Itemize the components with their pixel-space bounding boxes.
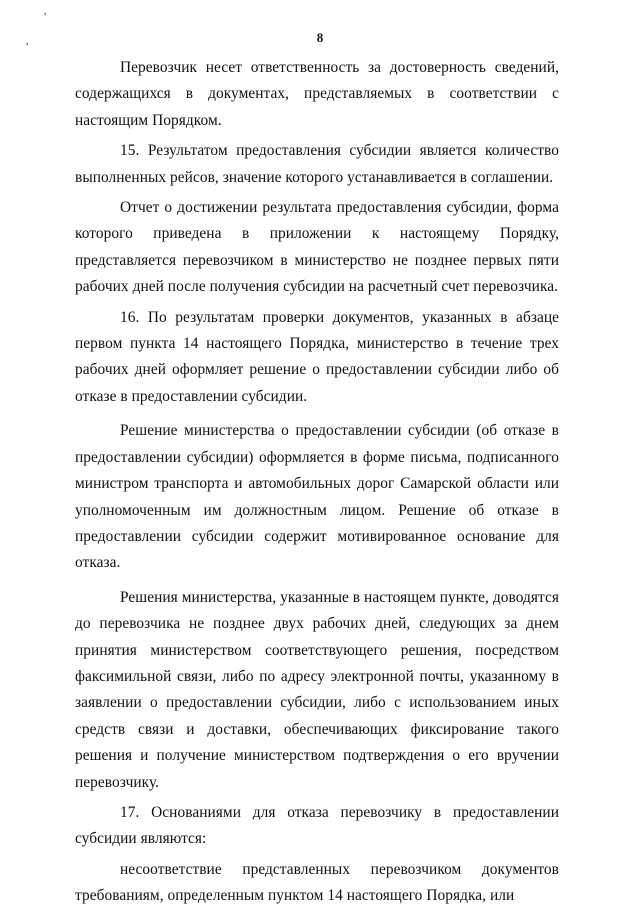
- paragraph-item-17: 17. Основаниями для отказа перевозчику в предоставлении субсидии являются:: [75, 803, 559, 848]
- page-number: 8: [316, 30, 324, 45]
- paragraph-item-15: 15. Результатом предоставления субсидии является количество выполненных рейсов, значение которого устанавливается в соглашении.: [75, 142, 559, 186]
- paragraph-report: Отчет о достижении результата предоставления субсидии, форма которого приведена в приложении к настоящему Порядку, представляется перевозчиком в министерство не позднее первых пяти рабочих дней после получения субсидии на расчетный счет перевозчика.: [75, 199, 559, 296]
- paragraph-refusal-ground: несоответствие представленных перевозчиком документов требованиям, определенным пунктом 14 настоящего Порядка, или: [75, 860, 559, 905]
- paragraph-item-16: 16. По результатам проверки документов, указанных в абзаце первом пункта 14 настоящего Порядка, министерство в течение трех рабочих дней оформляет решение о предоставлении субсидии либо об отказе в предоставлении субсидии.: [75, 308, 559, 405]
- paragraph-notification: Решения министерства, указанные в настоящем пункте, доводятся до перевозчика не позднее двух рабочих дней, следующих за днем принятия министерством соответствующего решения, посредством факсимильной связи, либо по адресу электронной почты, указанному в заявлении о предоставлении субсидии, либо с использованием иных средств связи и доставки, обеспечивающих фиксирование такого решения и получение министерством подтверждения о его вручении перевозчику.: [75, 588, 559, 791]
- document-body: [75, 55, 559, 910]
- scan-mark: ,: [26, 36, 29, 47]
- paragraph-responsibility: Перевозчик несет ответственность за достоверность сведений, содержащихся в документах, представляемых в соответствии с настоящим Порядком.: [75, 59, 559, 129]
- scan-mark: ,: [44, 6, 47, 17]
- paragraph-decision: Решение министерства о предоставлении субсидии (об отказе в предоставлении субсидии) оформляется в форме письма, подписанного министром транспорта и автомобильных дорог Самарской области или уполномоченным им должностным лицом. Решение об отказе в предоставлении субсидии содержит мотивированное основание для отказа.: [75, 422, 559, 572]
